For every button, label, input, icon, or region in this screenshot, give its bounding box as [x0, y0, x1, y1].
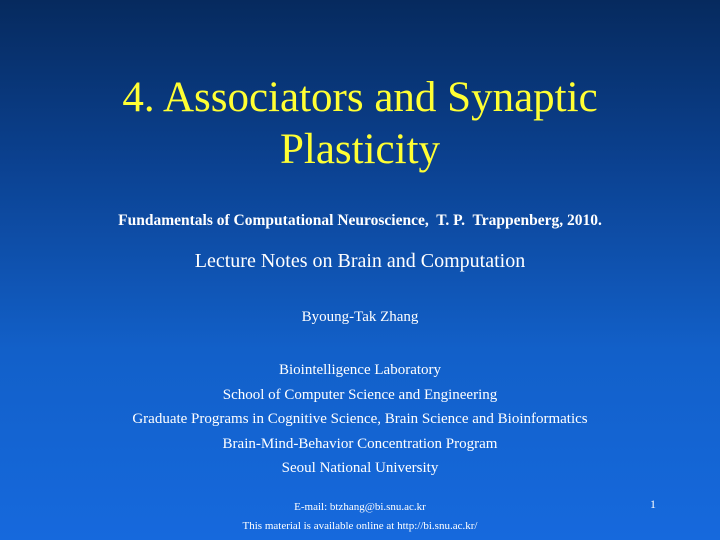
title-line-2: Plasticity	[279, 126, 441, 173]
lecture-subtitle: Lecture Notes on Brain and Computation	[194, 250, 526, 272]
slide-title	[0, 72, 720, 176]
affiliation-concentration-program: Brain-Mind-Behavior Concentration Program	[222, 435, 498, 452]
book-reference: Fundamentals of Computational Neuroscience, T. P. Trappenberg, 2010.	[118, 212, 602, 229]
affiliation-school: School of Computer Science and Engineering	[222, 386, 498, 403]
title-line-1: 4. Associators and Synaptic	[122, 74, 598, 121]
affiliation-lab: Biointelligence Laboratory	[278, 362, 442, 378]
affiliation-list	[0, 358, 720, 481]
affiliation-university: Seoul National University	[281, 460, 439, 476]
affiliation-graduate-programs: Graduate Programs in Cognitive Science, Brain Science and Bioinformatics	[132, 411, 588, 427]
page-number: 1	[650, 497, 656, 511]
availability-note: This material is available online at http://bi.snu.ac.kr/	[242, 520, 478, 532]
contact-email: E-mail: btzhang@bi.snu.ac.kr	[294, 501, 426, 513]
author-name: Byoung-Tak Zhang	[301, 309, 419, 325]
